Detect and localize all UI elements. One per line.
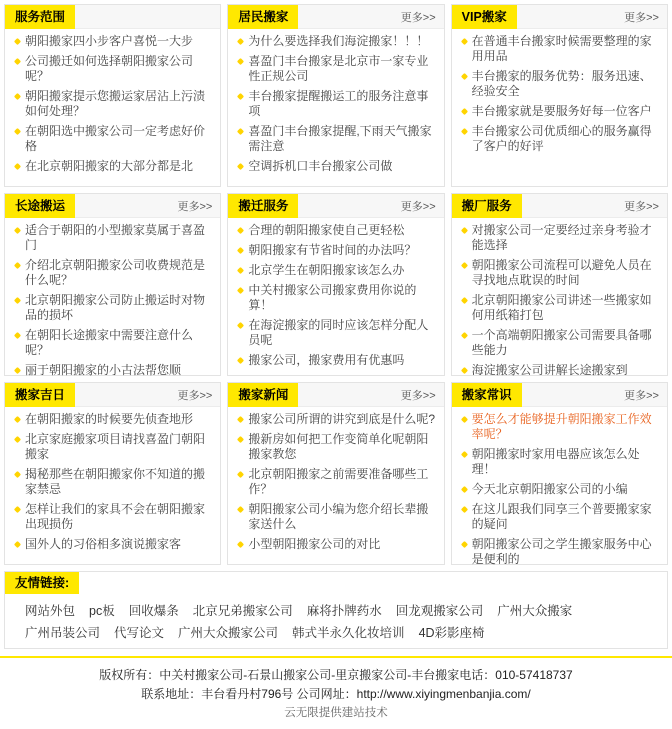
link-list — [458, 412, 661, 567]
link-list — [11, 34, 214, 174]
panel-title: 服务范围 — [5, 5, 75, 29]
link-list — [458, 34, 661, 154]
friendly-link[interactable]: 网站外包 — [25, 604, 76, 618]
list-item[interactable] — [234, 467, 437, 497]
list-item-link[interactable]: 丽于朝阳搬家的小古法帮您顺 — [25, 363, 182, 377]
list-item[interactable] — [11, 432, 214, 462]
panel-body — [452, 218, 667, 378]
list-item[interactable] — [234, 159, 437, 174]
panel-moving-tips — [451, 382, 668, 565]
friendly-link[interactable]: 广州吊装公司 — [25, 626, 101, 640]
list-item-link[interactable]: 北京朝阳搬家之前需要准备哪些工作？ — [248, 467, 429, 496]
friendly-link[interactable]: 韩式半永久化妆培训 — [292, 626, 405, 640]
more-link[interactable]: 更多>> — [400, 389, 436, 402]
list-item[interactable] — [11, 412, 214, 427]
panel-title: 搬厂服务 — [452, 194, 522, 218]
panel-header — [452, 194, 667, 218]
list-item[interactable] — [234, 537, 437, 552]
more-link[interactable]: 更多>> — [177, 389, 213, 402]
list-item[interactable] — [458, 293, 661, 323]
panel-moving-news — [227, 382, 444, 565]
more-link[interactable]: 更多>> — [177, 200, 213, 213]
panel-body — [228, 407, 443, 552]
list-item-link[interactable]: 介绍北京朝阳搬家公司收费规范是什么呢？ — [25, 258, 206, 287]
list-item[interactable] — [11, 502, 214, 532]
friendly-link[interactable]: 代写论文 — [114, 626, 165, 640]
list-item[interactable] — [458, 447, 661, 477]
list-item-link[interactable]: 搬家公司，搬家费用有优惠吗 — [248, 353, 405, 367]
panel-header — [5, 383, 220, 407]
list-item-link[interactable]: 合理的朝阳搬家使自己更轻松 — [248, 223, 405, 237]
friendly-links-list — [5, 594, 667, 644]
list-item[interactable] — [458, 223, 661, 253]
list-item-link[interactable]: 为什么要选择我们海淀搬家！！！ — [248, 34, 429, 48]
list-item-link[interactable]: 在朝阳搬家的时候要先侦查地形 — [25, 412, 194, 426]
list-item[interactable] — [458, 328, 661, 358]
panel-header — [228, 194, 443, 218]
panel-header — [5, 5, 220, 29]
list-item[interactable] — [11, 258, 214, 288]
link-list — [458, 223, 661, 378]
footer-contact — [0, 685, 672, 704]
list-item[interactable] — [234, 283, 437, 313]
link-list — [11, 223, 214, 378]
list-item[interactable] — [11, 89, 214, 119]
list-item-link[interactable]: 搬新房如何把工作变简单化呢朝阳搬家教您 — [248, 432, 429, 461]
list-item[interactable] — [234, 223, 437, 238]
more-link[interactable]: 更多>> — [624, 11, 659, 24]
friendly-link[interactable]: 广州大众搬家 — [497, 604, 573, 618]
list-item-link[interactable]: 适合于朝阳的小型搬家莫属于喜盈门 — [25, 223, 206, 252]
list-item[interactable] — [234, 353, 437, 368]
list-item-link[interactable]: 朝阳搬家公司流程可以避免人员在寻找地点耽误的时间 — [471, 258, 652, 287]
footer-copyright: 版权所有：中关村搬家公司-石景山搬家公司-里京搬家公司-丰台搬家电话：010-57418737 — [99, 668, 573, 682]
panel-vip-moving — [451, 4, 668, 187]
panel-body — [228, 29, 443, 174]
list-item-link[interactable]: 朝阳搬家有节省时间的办法吗？ — [248, 243, 417, 257]
panel-residential-moving — [227, 4, 444, 187]
list-item[interactable] — [458, 34, 661, 64]
list-item[interactable] — [234, 54, 437, 84]
panel-long-distance — [4, 193, 221, 376]
list-item-link[interactable]: 一个高端朝阳搬家公司需要具备哪些能力 — [471, 328, 652, 357]
footer-tech: 云无限提供建站技术 — [284, 707, 388, 719]
list-item-link[interactable]: 丰台搬家就是要服务好每一位客户 — [471, 104, 652, 118]
list-item-link[interactable]: 怎样让我们的家具不会在朝阳搬家出现损伤 — [25, 502, 206, 531]
link-list — [234, 412, 437, 552]
list-item[interactable] — [458, 124, 661, 154]
list-item[interactable] — [11, 34, 214, 49]
list-item[interactable] — [11, 54, 214, 84]
list-item-link[interactable]: 公司搬迁如何选择朝阳搬家公司呢？ — [25, 54, 194, 83]
list-item[interactable] — [11, 328, 214, 358]
list-item[interactable] — [234, 89, 437, 119]
list-item-link[interactable]: 海淀搬家公司讲解长途搬家到 — [471, 363, 628, 377]
link-list — [11, 412, 214, 552]
more-link[interactable]: 更多>> — [624, 389, 659, 402]
panel-body — [5, 218, 220, 378]
panel-header — [452, 5, 667, 29]
list-item-highlighted[interactable] — [458, 412, 661, 442]
list-item-link[interactable]: 在这儿跟我们同享三个普要搬家家的疑问 — [471, 502, 652, 531]
panel-factory-moving — [451, 193, 668, 376]
more-link[interactable]: 更多>> — [400, 11, 436, 24]
footer-site-url[interactable]: http://www.xiyingmenbanjia.com/ — [356, 687, 531, 701]
list-item[interactable] — [11, 467, 214, 497]
list-item-link[interactable]: 朝阳搬家四小步客户喜悦一大步 — [25, 34, 194, 48]
friendly-link[interactable]: 4D彩影座椅 — [418, 626, 485, 640]
list-item[interactable] — [458, 502, 661, 532]
panel-title: 搬家吉日 — [5, 383, 75, 407]
list-item[interactable] — [458, 537, 661, 567]
list-item-link[interactable]: 在北京朝阳搬家的大部分都是北 — [25, 159, 194, 173]
panel-title: VIP搬家 — [452, 5, 517, 29]
friendly-link[interactable]: 回收爆条 — [128, 604, 179, 618]
list-item[interactable] — [234, 263, 437, 278]
friendly-link[interactable]: pc板 — [89, 604, 115, 618]
panel-header — [5, 194, 220, 218]
panel-service-scope — [4, 4, 221, 187]
list-item-link[interactable]: 要怎么才能够提升朝阳搬家工作效率呢？ — [471, 412, 652, 441]
panel-title: 搬迁服务 — [228, 194, 298, 218]
list-item[interactable] — [458, 69, 661, 99]
link-list — [234, 223, 437, 368]
panel-body — [5, 407, 220, 552]
list-item-link[interactable]: 丰台搬家的服务优势：服务迅速、经验安全 — [471, 69, 652, 98]
friendly-link[interactable]: 广州大众搬家公司 — [178, 626, 279, 640]
list-item-link[interactable]: 喜盈门丰台搬家是北京市一家专业性正规公司 — [248, 54, 429, 83]
friendly-link[interactable]: 麻将扑牌药水 — [306, 604, 382, 618]
list-item-link[interactable]: 在普通丰台搬家时候需要整理的家用用品 — [471, 34, 652, 63]
panel-title: 搬家常识 — [452, 383, 522, 407]
list-item-link[interactable]: 朝阳搬家提示您搬运家居沾上污渍如何处理？ — [25, 89, 206, 118]
list-item-link[interactable]: 国外人的习俗相多演说搬家客 — [25, 537, 182, 551]
list-item[interactable] — [11, 363, 214, 378]
list-item[interactable] — [458, 482, 661, 497]
list-item[interactable] — [458, 104, 661, 119]
list-item[interactable] — [11, 293, 214, 323]
footer — [0, 656, 672, 729]
panel-header — [228, 383, 443, 407]
list-item-link[interactable]: 北京学生在朝阳搬家该怎么办 — [248, 263, 405, 277]
footer-contact-label: 联系地址：丰台看丹村796号 公司网址： — [141, 687, 357, 701]
friendly-link[interactable]: 北京兄弟搬家公司 — [192, 604, 293, 618]
friendly-links-title: 友情链接: — [5, 572, 79, 594]
list-item[interactable] — [234, 432, 437, 462]
list-item[interactable] — [11, 223, 214, 253]
list-item-link[interactable]: 朝阳搬家时家用电器应该怎么处理！ — [471, 447, 640, 476]
panel-body — [5, 29, 220, 174]
list-item-link[interactable]: 北京朝阳搬家公司防止搬运时对物品的损坏 — [25, 293, 206, 322]
list-item-link[interactable]: 揭秘那些在朝阳搬家你不知道的搬家禁忌 — [25, 467, 206, 496]
list-item-link[interactable]: 丰台搬家提醒搬运工的服务注意事项 — [248, 89, 429, 118]
list-item-link[interactable]: 在朝阳长途搬家中需要注意什么呢？ — [25, 328, 194, 357]
list-item-link[interactable]: 在海淀搬家的同时应该怎样分配人员呢 — [248, 318, 429, 347]
list-item-link[interactable]: 北京朝阳搬家公司讲述一些搬家如何用纸箱打包 — [471, 293, 652, 322]
list-item-link[interactable]: 小型朝阳搬家公司的对比 — [248, 537, 381, 551]
list-item-link[interactable]: 对搬家公司一定要经过亲身考验才能选择 — [471, 223, 652, 252]
list-item-link[interactable]: 朝阳搬家公司之学生搬家服务中心是便利的 — [471, 537, 652, 566]
panel-body — [452, 407, 667, 567]
list-item-link[interactable]: 北京家庭搬家项目请找喜盈门朝阳搬家 — [25, 432, 206, 461]
panel-header — [452, 383, 667, 407]
panel-body — [228, 218, 443, 368]
link-list — [234, 34, 437, 174]
panel-title: 长途搬运 — [5, 194, 75, 218]
list-item[interactable] — [234, 34, 437, 49]
panel-auspicious-day — [4, 382, 221, 565]
list-item[interactable] — [458, 258, 661, 288]
panel-title: 居民搬家 — [228, 5, 298, 29]
panel-header — [228, 5, 443, 29]
friendly-links-section — [4, 571, 668, 649]
list-item-link[interactable]: 喜盈门丰台搬家提醒,下雨天气搬家需注意 — [248, 124, 432, 153]
list-item-link[interactable]: 搬家公司所谓的讲究到底是什么呢? — [248, 412, 436, 426]
list-item-link[interactable]: 中关村搬家公司搬家费用你说的算！ — [248, 283, 417, 312]
panel-title: 搬家新闻 — [228, 383, 298, 407]
more-link[interactable]: 更多>> — [400, 200, 436, 213]
more-link[interactable]: 更多>> — [624, 200, 659, 213]
list-item[interactable] — [11, 537, 214, 552]
list-item[interactable] — [234, 243, 437, 258]
list-item[interactable] — [11, 124, 214, 154]
list-item[interactable] — [234, 318, 437, 348]
panel-relocation-service — [227, 193, 444, 376]
list-item-link[interactable]: 空调拆机口丰台搬家公司做 — [248, 159, 393, 173]
list-item-link[interactable]: 丰台搬家公司优质细心的服务赢得了客户的好评 — [471, 124, 652, 153]
list-item[interactable] — [234, 502, 437, 532]
friendly-link[interactable]: 回龙观搬家公司 — [395, 604, 484, 618]
list-item[interactable] — [11, 159, 214, 174]
list-item-link[interactable]: 在朝阳选中搬家公司一定考虑好价格 — [25, 124, 206, 153]
list-item-link[interactable]: 朝阳搬家公司小编为您介绍长辈搬家送什么 — [248, 502, 429, 531]
panel-body — [452, 29, 667, 154]
list-item[interactable] — [458, 363, 661, 378]
list-item[interactable] — [234, 412, 437, 427]
list-item-link[interactable]: 今天北京朝阳搬家公司的小编 — [471, 482, 628, 496]
list-item[interactable] — [234, 124, 437, 154]
